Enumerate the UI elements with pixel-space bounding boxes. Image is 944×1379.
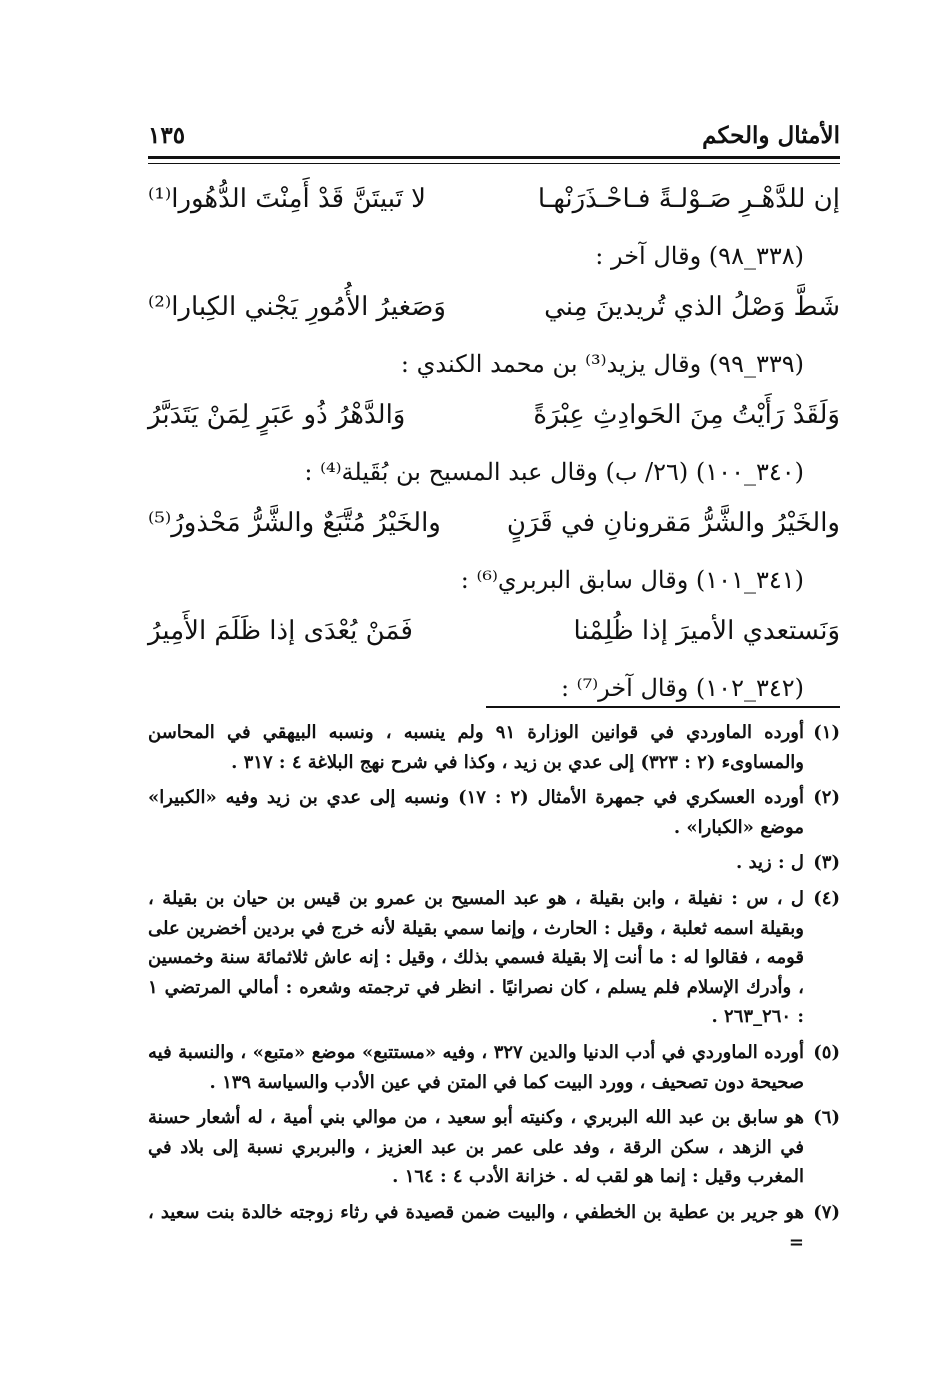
footnote-text: ل ، س : نفيلة ، وابن بقيلة ، هو عبد المسيح بن عمرو بن قيس بن حيان بن بقيلة ، وبقيلة اسمه ثعلبة ، وقيل : الحارث ، وإنما سمي بقيلة لأنه خرج في بردين أخضرين على قومه ، فقالوا له : ما أنت إلا بقيلة فسمي بذلك ، وقيل : إنه عاش ثلاثمائة سنة وخمسين ، وأدرك الإسلام فلم يسلم ، كان نصرانيًا . انظر في ترجمته وشعره : أمالي المرتضي ١ : ٢٦٠_٢٦٣ .: [148, 887, 804, 1028]
footnote-number: (٦): [813, 1107, 840, 1129]
footnote: [148, 718, 840, 777]
verse-line: [148, 178, 840, 234]
footnote: [148, 1103, 840, 1192]
verse-first-hemistich: والخَيْرُ والشَّرُّ مَقرونانِ في قَرَنٍ: [506, 508, 840, 538]
verse-intro-text: (٣٤٢_١٠٢) وقال آخر⁽⁷⁾ :: [560, 674, 804, 702]
page-header: [148, 118, 840, 154]
verse-first-hemistich: وَلَقَدْ رَأَيْتُ مِنَ الحَوادِثِ عِبْرَةً: [533, 400, 840, 430]
footnote-number: (٤): [813, 887, 840, 909]
verse-second-hemistich: وَالدَّهْرُ ذُو عَبَرٍ لِمَنْ يَتَدَبَّرُ: [148, 400, 406, 430]
footnote-number: (٣): [813, 852, 840, 874]
verse-intro: [148, 558, 840, 610]
verse-second-hemistich: والخَيْرُ مُتَّبَعٌ والشَّرُّ مَحْذورُ⁽⁵⁾: [148, 508, 441, 538]
verse-line: [148, 394, 840, 450]
verse-intro-text: (٣٣٩_٩٩) وقال يزيد⁽³⁾ بن محمد الكندي :: [400, 350, 804, 378]
footnote-number: (٧): [813, 1201, 840, 1223]
verse-intro: [148, 666, 840, 718]
footnote-text: أورده العسكري في جمهرة الأمثال (٢ : ١٧) ونسبه إلى عدي بن زيد وفيه «الكبيرا» موضع «الكبارا» .: [148, 787, 805, 838]
verse-first-hemistich: إن للدَّهْـرِ صَـوْلـةً فـاحْـذَرَنْهـا: [537, 184, 840, 214]
footnote-number: (٥): [813, 1041, 840, 1063]
footnotes: [148, 718, 840, 1263]
footnote-number: (٢): [813, 787, 840, 809]
footnote-number: (١): [813, 722, 840, 743]
verse-first-hemistich: شَطَّ وَصْلُ الذي تُريدينَ مِني: [544, 292, 840, 322]
running-title: الأمثال والحكم: [702, 122, 840, 149]
page-number: ١٣٥: [148, 122, 186, 149]
footnote: [148, 783, 840, 842]
footnote: [148, 1198, 840, 1257]
verse-line: [148, 286, 840, 342]
footnote: [148, 1038, 840, 1097]
footnote-text: أورده الماوردي في أدب الدنيا والدين ٣٢٧ ، وفيه «مستتبع» موضع «متبع» ، والنسبة فيه صحيحة دون تصحيف ، وورد البيت كما في المتن في عين الأدب والسياسة ١٣٩ .: [148, 1041, 804, 1093]
header-rule-thick: [148, 156, 840, 159]
verse-second-hemistich: لا تَبيتَنَّ قَدْ أَمِنْتَ الدُّهُورا⁽¹⁾: [148, 184, 426, 214]
footnote-separator: [486, 706, 840, 708]
footnote-text: أورده الماوردي في قوانين الوزارة ٩١ ولم ينسبه ، ونسبه البيهقي في المحاسن والمساوىء (٢ : ٣٢٣) إلى عدي بن زيد ، وكذا في شرح نهج البلاغة ٤ : ٣١٧ .: [148, 722, 804, 773]
verse-line: [148, 610, 840, 666]
verse-second-hemistich: فَمَنْ يُعْدَى إذا ظَلَمَ الأَمِيرُ: [148, 616, 413, 646]
footnote-text: هو جرير بن عطية بن الخطفي ، والبيت ضمن قصيدة في رثاء زوجته خالدة بنت سعيد ، =: [148, 1201, 804, 1253]
footnote-text: هو سابق بن عبد الله البربري ، وكنيته أبو سعيد ، من موالي بني أمية ، له أشعار حسنة في الزهد ، سكن الرقة ، وفد على عمر بن عبد العزيز ، والبربري نسبة إلى بلاد في المغرب وقيل : إنما هو لقب له . خزانة الأدب ٤ : ١٦٤ .: [148, 1107, 804, 1188]
footnote: [148, 884, 840, 1032]
verse-intro: [148, 234, 840, 286]
footnote: [148, 848, 840, 878]
verse-intro: [148, 450, 840, 502]
header-rule-thin: [148, 163, 840, 164]
verse-intro-text: (٣٣٨_٩٨) وقال آخر :: [595, 242, 804, 270]
footnote-text: ل : زيد .: [736, 852, 804, 874]
verse-intro-text: (٣٤٠_١٠٠) (٢٦/ ب) وقال عبد المسيح بن بُقَيلة⁽⁴⁾ :: [304, 458, 804, 486]
verse-second-hemistich: وَصَغيرُ الأُمُورِ يَجْني الكِبارا⁽²⁾: [148, 292, 446, 322]
verse-intro: [148, 342, 840, 394]
verse-line: [148, 502, 840, 558]
poem-body: [148, 178, 840, 718]
verse-first-hemistich: وَنَستعدي الأميرَ إذا ظُلِمْنا: [573, 616, 840, 646]
verse-intro-text: (٣٤١_١٠١) وقال سابق البربري⁽⁶⁾ :: [460, 566, 804, 594]
